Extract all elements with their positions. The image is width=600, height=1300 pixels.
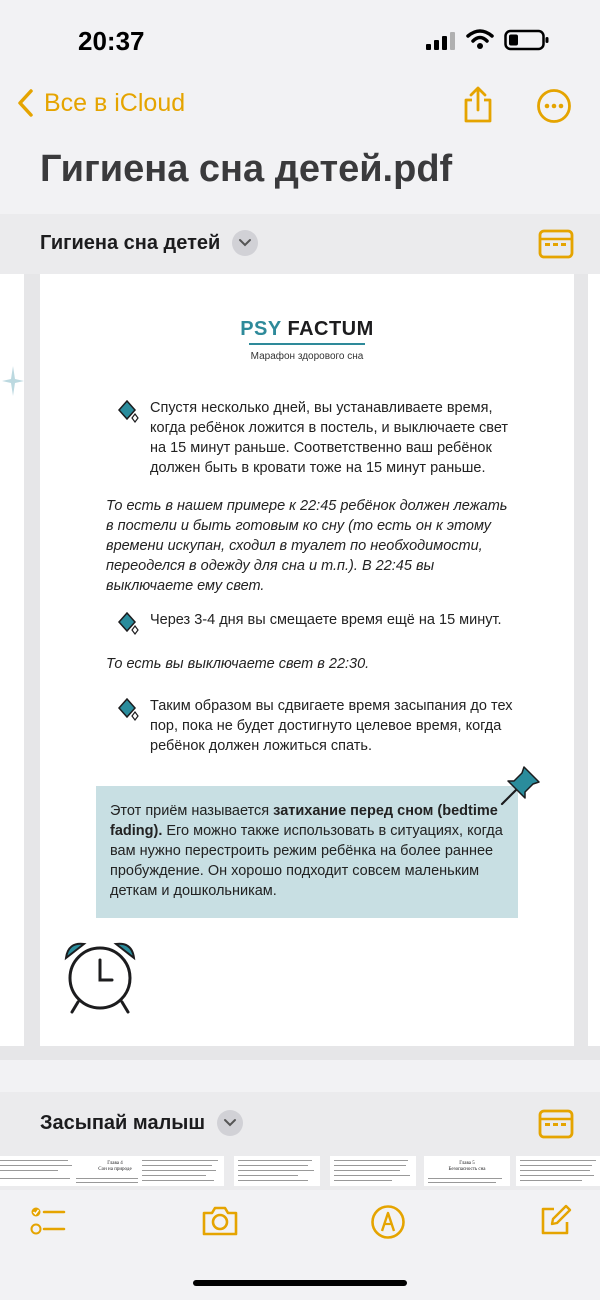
- bullet-text: Через 3-4 дня вы смещаете время ещё на 15 минут.: [150, 612, 502, 628]
- logo-subtitle: Марафон здорового сна: [250, 351, 364, 362]
- pdf-page: [40, 274, 574, 1046]
- pdf-thumbnail[interactable]: [138, 1156, 224, 1186]
- bullet-item: [118, 398, 515, 478]
- callout-box: [96, 786, 518, 918]
- thumbnail-chapter-subtitle: Сон на природе: [98, 1167, 132, 1172]
- attachment-title-1[interactable]: [40, 230, 258, 256]
- checklist-icon[interactable]: [30, 1204, 66, 1238]
- thumbnail-chapter-title: Глава 4: [107, 1161, 123, 1166]
- back-button[interactable]: [16, 88, 185, 118]
- diamond-bullet-icon: [118, 698, 140, 722]
- attachment-title-2[interactable]: [40, 1110, 243, 1136]
- pdf-thumbnail[interactable]: [424, 1156, 510, 1186]
- diamond-bullet-icon: [118, 612, 140, 636]
- cellular-signal-icon: [426, 32, 456, 50]
- sparkle-icon: [2, 366, 24, 396]
- pdf-thumbnail[interactable]: [330, 1156, 416, 1186]
- attachment-header-2: [0, 1092, 600, 1154]
- logo-factum: FACTUM: [287, 318, 374, 340]
- pushpin-icon: [498, 764, 542, 808]
- attachment-header-1: [0, 214, 600, 274]
- pdf-thumbnail[interactable]: [234, 1156, 320, 1186]
- attachment-title-label: Засыпай малыш: [40, 1111, 206, 1134]
- italic-paragraph: То есть в нашем примере к 22:45 ребёнок должен лежать в постели и быть готовым ко сну (то есть он к этому времени искупан, сходил в туалет по необходимости, переоделся в одежду для сна и т.п.). В 22:45 вы выключаете ему свет.: [106, 498, 508, 594]
- bullet-item: [118, 696, 515, 756]
- chevron-down-icon[interactable]: [232, 230, 258, 256]
- pdf-thumbnail-strip[interactable]: [0, 1154, 600, 1190]
- pdf-thumbnail[interactable]: [0, 1156, 80, 1186]
- ellipsis-circle-icon[interactable]: [536, 88, 572, 124]
- markup-icon[interactable]: [370, 1204, 406, 1240]
- attachment-title-label: Гигиена сна детей: [40, 231, 221, 254]
- back-button-label: Все в iCloud: [44, 88, 186, 117]
- psy-factum-logo: [40, 318, 574, 362]
- chevron-left-icon: [16, 88, 36, 118]
- diamond-bullet-icon: [118, 400, 140, 424]
- bullet-item: [118, 610, 515, 636]
- camera-icon[interactable]: [200, 1204, 240, 1238]
- gallery-view-icon[interactable]: [538, 228, 574, 260]
- thumbnail-chapter-subtitle: Безопасность сна: [448, 1167, 486, 1172]
- next-page-edge: [588, 274, 600, 1046]
- share-icon[interactable]: [462, 86, 494, 124]
- logo-psy: PSY: [240, 318, 282, 340]
- thumbnail-chapter-title: Глава 5: [459, 1161, 475, 1166]
- gallery-view-icon[interactable]: [538, 1108, 574, 1140]
- section-gap: [0, 1060, 600, 1090]
- callout-bold: затихание перед сном (bedtime fading).: [110, 803, 498, 839]
- bullet-text: Спустя несколько дней, вы устанавливаете время, когда ребёнок ложится в постель, и выключаете свет на 15 минут раньше. Соответственно ваш ребёнок должен быть в кровати тоже на 15 минут раньше.: [150, 400, 509, 476]
- home-indicator[interactable]: [193, 1280, 407, 1286]
- document-title: Гигиена сна детей.pdf: [40, 148, 453, 190]
- alarm-clock-icon: [62, 938, 138, 1016]
- wifi-icon: [466, 28, 494, 50]
- callout-suffix: Его можно также использовать в ситуациях, когда вам нужно перестроить режим ребёнка на более раннее пробуждение. Он хорошо подходит совсем маленьким деткам и дошкольникам.: [110, 823, 503, 899]
- status-time: 20:37: [78, 26, 145, 56]
- battery-icon: [504, 28, 550, 52]
- pdf-thumbnail[interactable]: [516, 1156, 600, 1186]
- callout-prefix: Этот приём называется: [110, 803, 274, 819]
- chevron-down-icon[interactable]: [217, 1110, 243, 1136]
- bullet-text: Таким образом вы сдвигаете время засыпания до тех пор, пока не будет достигнуто целевое время, когда ребёнок должен ложиться спать.: [150, 698, 513, 754]
- italic-paragraph: То есть вы выключаете свет в 22:30.: [106, 656, 370, 672]
- compose-icon[interactable]: [538, 1204, 572, 1238]
